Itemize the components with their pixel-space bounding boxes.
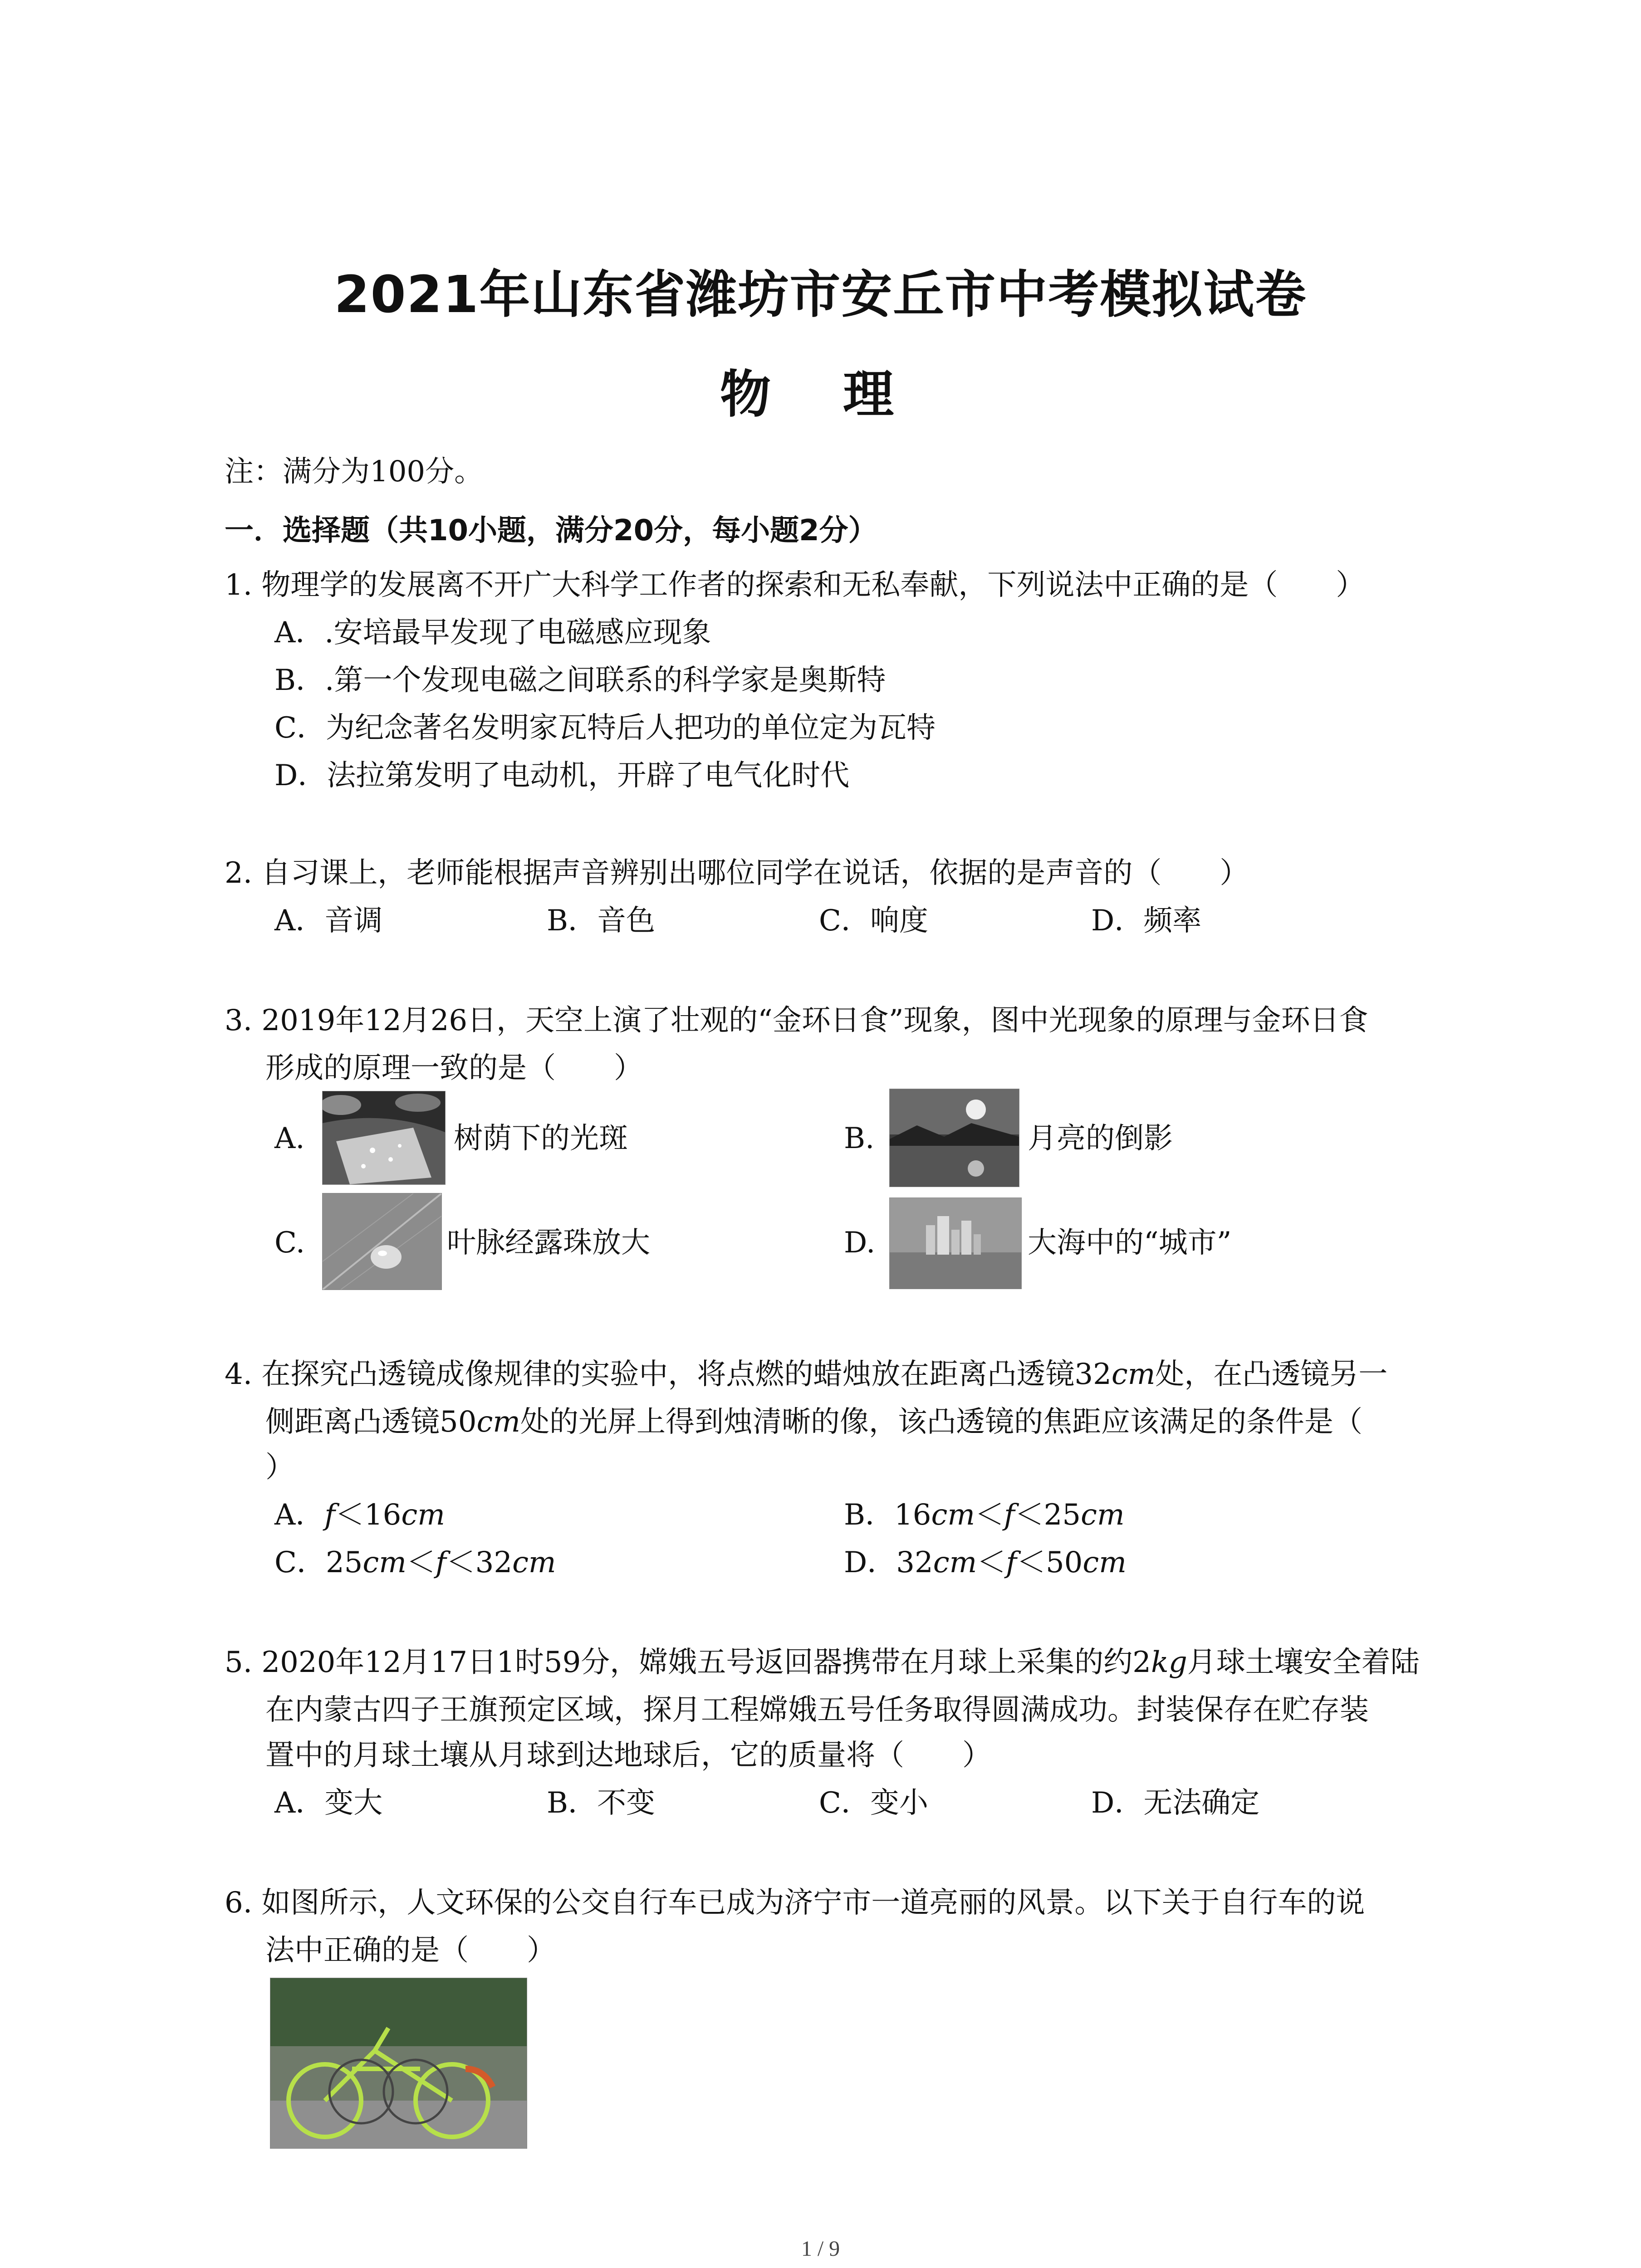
q5-option-a: A．变大 (274, 1786, 383, 1820)
q1-option-b: B．.第一个发现电磁之间联系的科学家是奥斯特 (274, 664, 886, 697)
mirage-city-image (889, 1198, 1022, 1289)
q5-stem-line2: 在内蒙古四子王旗预定区域，探月工程嫦娥五号任务取得圆满成功。封装保存在贮存装 (265, 1693, 1369, 1727)
q3-option-c-letter: C. (274, 1226, 305, 1260)
q3-option-b-text: 月亮的倒影 (1028, 1122, 1173, 1155)
q1-option-a: A．.安培最早发现了电磁感应现象 (274, 616, 711, 650)
q5-stem-line3: 置中的月球土壤从月球到达地球后，它的质量将（ ） (265, 1739, 991, 1772)
q1-option-c: C．为纪念著名发明家瓦特后人把功的单位定为瓦特 (274, 711, 936, 745)
q3-option-d-text: 大海中的“城市” (1028, 1226, 1232, 1260)
q4-stem-line2: 侧距离凸透镜50cm处的光屏上得到烛清晰的像，该凸透镜的焦距应该满足的条件是（ (265, 1405, 1362, 1439)
q4-stem-line3: ） (265, 1451, 294, 1484)
subject-title: 物 理 (720, 365, 921, 424)
q3-stem-line1: 3. 2019年12月26日，天空上演了壮观的“金环日食”现象，图中光现象的原理与金环日食 (225, 1004, 1368, 1037)
q3-stem-line2: 形成的原理一致的是（ ） (265, 1051, 643, 1085)
shade-light-spots-image (322, 1091, 446, 1185)
score-note: 注：满分为100分。 (225, 455, 484, 489)
q3-option-c-text: 叶脉经露珠放大 (447, 1226, 650, 1260)
section-heading: 一．选择题（共10小题，满分20分，每小题2分） (225, 514, 877, 547)
q2-option-a: A．音调 (274, 904, 383, 938)
page-number: 1 / 9 (801, 2237, 840, 2261)
q6-stem-line1: 6. 如图所示，人文环保的公交自行车已成为济宁市一道亮丽的风景。以下关于自行车的说 (225, 1886, 1365, 1920)
dewdrop-leaf-image (322, 1193, 442, 1290)
q5-stem-line1: 5. 2020年12月17日1时59分，嫦娥五号返回器携带在月球上采集的约2kg月球土壤安全着陆 (225, 1646, 1420, 1679)
moon-reflection-image (889, 1089, 1019, 1187)
public-bicycles-image (270, 1978, 527, 2149)
q3-option-b-letter: B. (844, 1122, 875, 1155)
q3-option-a-letter: A. (274, 1122, 305, 1155)
q4-option-a: A．f＜16cm (274, 1498, 445, 1532)
q5-option-c: C．变小 (819, 1786, 928, 1820)
q2-option-b: B．音色 (547, 904, 656, 938)
q4-stem-line1: 4. 在探究凸透镜成像规律的实验中，将点燃的蜡烛放在距离凸透镜32cm处，在凸透镜另一 (225, 1358, 1388, 1391)
q3-option-a-text: 树荫下的光斑 (454, 1122, 628, 1155)
q4-option-b: B．16cm＜f＜25cm (844, 1498, 1125, 1532)
q1-stem: 1. 物理学的发展离不开广大科学工作者的探索和无私奉献，下列说法中正确的是（ ） (225, 568, 1365, 602)
q5-option-d: D．无法确定 (1091, 1786, 1260, 1820)
q1-option-d: D．法拉第发明了电动机，开辟了电气化时代 (274, 759, 850, 792)
q4-option-c: C．25cm＜f＜32cm (274, 1546, 556, 1579)
q6-stem-line2: 法中正确的是（ ） (265, 1934, 556, 1967)
q5-option-b: B．不变 (547, 1786, 656, 1820)
q2-option-c: C．响度 (819, 904, 928, 938)
q3-option-d-letter: D. (844, 1226, 876, 1260)
q2-stem: 2. 自习课上，老师能根据声音辨别出哪位同学在说话，依据的是声音的（ ） (225, 856, 1249, 890)
q2-option-d: D．频率 (1091, 904, 1202, 938)
exam-title: 2021年山东省潍坊市安丘市中考模拟试卷 (334, 265, 1307, 324)
q4-option-d: D．32cm＜f＜50cm (844, 1546, 1127, 1579)
